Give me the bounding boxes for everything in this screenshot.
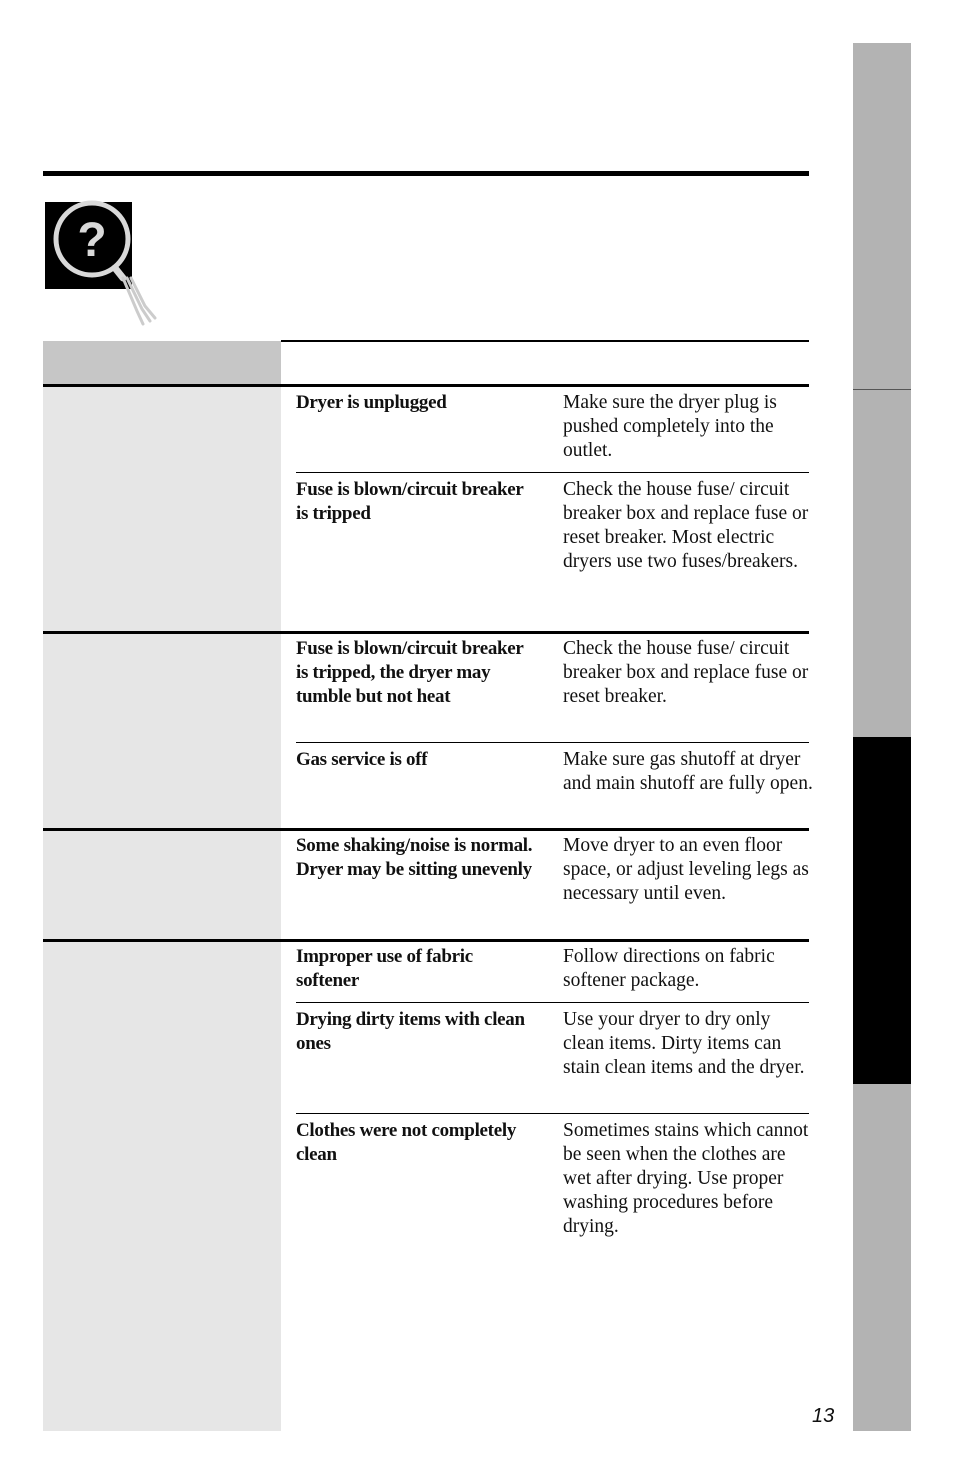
section-rule — [43, 939, 809, 942]
cause-text: Some shaking/noise is normal. Dryer may be sitting unevenly — [296, 835, 533, 880]
side-tab-divider — [853, 389, 911, 390]
fix-text: Check the house fuse/ circuit breaker box and replace fuse or reset breaker. Most electric dryers use two fuses/breakers. — [563, 479, 809, 572]
side-tab-active — [853, 737, 911, 1084]
cause-text: Fuse is blown/circuit breaker is tripped, the dryer may tumble but not heat — [296, 638, 524, 707]
svg-text:?: ? — [77, 214, 107, 267]
cause-text: Improper use of fabric softener — [296, 946, 473, 991]
fix-text: Use your dryer to dry only clean items. Dirty items can stain clean items and the dryer. — [563, 1009, 805, 1078]
header-bottom-rule — [43, 384, 809, 387]
header-rule — [281, 340, 809, 342]
row-rule — [296, 472, 809, 473]
fix-text: Sometimes stains which cannot be seen when the clothes are wet after drying. Use proper washing procedures before drying. — [563, 1120, 809, 1237]
row-rule — [296, 1002, 809, 1003]
fix-text: Follow directions on fabric softener package. — [563, 946, 775, 991]
cause-text: Clothes were not completely clean — [296, 1120, 517, 1165]
cause-text: Gas service is off — [296, 749, 428, 770]
fix-text: Check the house fuse/ circuit breaker box and replace fuse or reset breaker. — [563, 638, 809, 707]
fix-text: Move dryer to an even floor space, or adjust leveling legs as necessary until even. — [563, 835, 809, 904]
table-header-cell — [43, 341, 281, 385]
fix-text: Make sure the dryer plug is pushed completely into the outlet. — [563, 392, 777, 461]
cause-text: Dryer is unplugged — [296, 392, 447, 413]
section-rule — [43, 828, 809, 831]
cause-text: Drying dirty items with clean ones — [296, 1009, 525, 1054]
row-rule — [296, 1113, 809, 1114]
top-rule — [43, 171, 809, 176]
cause-text: Fuse is blown/circuit breaker is tripped — [296, 479, 524, 524]
problem-column — [43, 385, 281, 1431]
row-rule — [296, 742, 809, 743]
section-rule — [43, 631, 809, 634]
fix-text: Make sure gas shutoff at dryer and main shutoff are fully open. — [563, 749, 813, 794]
page-number: 13 — [812, 1405, 835, 1427]
magnifier-question-icon — [45, 196, 165, 336]
